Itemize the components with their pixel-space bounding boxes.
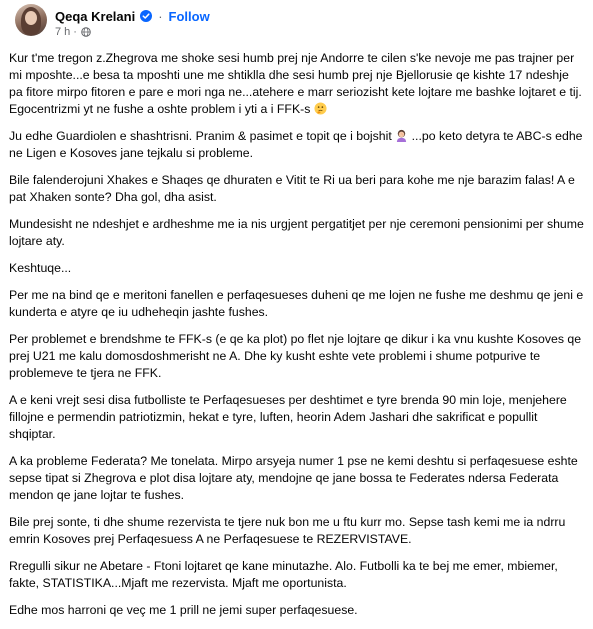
paragraph-text: Kur t'me tregon z.Zhegrova me shoke sesi humb prej nje Andorre te cilen s'ke nevoje me pas trajner per mi mposhte...e besa ta mposhti une me shtiklla dhe sesi humb prej nje Bjellorusie qe kishte 17 ndeshje pa fitore mirpo fitoren e pare e mori nga ne...atehere e marr seriozisht kete lojtare me bashke lojtaret e tij. Egocentrizmi yt ne fushe a oshte problem i yti a i FFK-s (9, 51, 586, 116)
paragraph (9, 128, 585, 162)
paragraph (9, 216, 588, 250)
paragraph-text: Keshtuqe... (9, 261, 72, 275)
paragraph (9, 172, 585, 206)
paragraph (9, 331, 585, 382)
paragraph (9, 453, 585, 504)
post-meta (55, 25, 91, 39)
separator-dot: · (158, 8, 163, 24)
post-body (9, 50, 588, 629)
paragraph-tail: ...po keto detyra te ABC-s edhe ne Ligen e Kosoves jane tejkalu si probleme. (9, 129, 586, 160)
verified-badge-icon (140, 10, 152, 22)
paragraph-text: A ka probleme Federata? Me tonelata. Mirpo arsyeja numer 1 pse ne kemi deshtu si perfaqesuese eshte sepse tipat si Zhegrova e plot disa lojtare aty, mendojne qe jane bossa te Federates ndersa Federata mendon qe jane lojtar te fushes. (9, 454, 582, 502)
paragraph (9, 558, 585, 592)
paragraph (9, 602, 585, 619)
paragraph (9, 392, 585, 443)
paragraph-text: Bile falenderojuni Xhakes e Shaqes qe dhuraten e Vitit te Ri ua beri para kohe me nje barazim falas! A e pat Xhaken sonte? Dha gol, dha asist. (9, 173, 579, 204)
paragraph-text: Mundesisht ne ndeshjet e ardheshme me ia nis urgjent pergatitjet per nje ceremoni pensionimi per shume lojtare aty. (9, 217, 588, 248)
person-facepalming-emoji (395, 129, 408, 142)
paragraph (9, 260, 585, 277)
paragraph-text: Edhe mos harroni qe veç me 1 prill ne jemi super perfaqesuese. (9, 603, 358, 617)
globe-icon[interactable] (81, 27, 91, 37)
author-name[interactable]: Qeqa Krelani (55, 8, 136, 24)
paragraph-text: Per me na bind qe e meritoni fanellen e perfaqesueses duheni qe me lojen ne fushe me deshmu qe jeni e kunderta e atyre qe iu udheheqin jashte fushes. (9, 288, 587, 319)
post-time[interactable]: 7 h (55, 26, 71, 38)
paragraph-text: A e keni vrejt sesi disa futbolliste te Perfaqesueses per deshtimet e tyre brenda 90 min loje, menjehere fillojne e permendin patriotizmin, hekat e tyre, luften, heorin Adem Jashari dhe sakrificat e popullit shqiptar. (9, 393, 571, 441)
thinking-face-emoji (314, 102, 327, 115)
paragraph (9, 287, 585, 321)
follow-button[interactable]: Follow (168, 8, 210, 24)
paragraph-text: Bile prej sonte, ti dhe shume rezervista te tjere nuk bon me u ftu kurr mo. Sepse tash kemi me ia ndrru emrin Kosoves prej Perfaqesuess A ne Perfaqesuese te REZERVISTAVE. (9, 515, 569, 546)
name-row (55, 7, 210, 25)
paragraph-text: Ju edhe Guardiolen e shashtrisni. Pranim & pasimet e topit qe i bojshit (9, 129, 392, 143)
paragraph (9, 50, 585, 118)
meta-separator-dot: · (73, 26, 77, 38)
avatar[interactable] (15, 4, 47, 36)
post-header (0, 0, 593, 44)
paragraph-text: Rregulli sikur ne Abetare - Ftoni lojtaret qe kane minutazhe. Alo. Futbolli ka te bej me emer, mbiemer, fakte, STATISTIKA...Mjaft me rezervista. Mjaft me oportunista. (9, 559, 562, 590)
paragraph-text: Per problemet e brendshme te FFK-s (e qe ka plot) po flet nje lojtare qe dikur i ka vnu kushte Kosoves qe prej U21 me kalu domosdoshmerisht ne A. Dhe ky kusht eshte vete problemi i shume potpurive te problemeve te tjera ne FFK. (9, 332, 585, 380)
paragraph (9, 514, 585, 548)
